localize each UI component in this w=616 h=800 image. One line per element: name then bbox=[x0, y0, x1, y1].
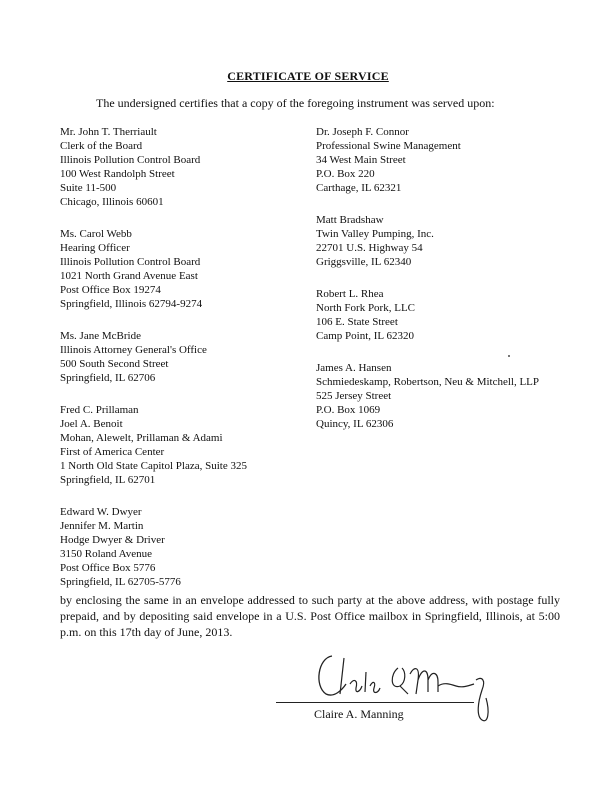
address-line: 22701 U.S. Highway 54 bbox=[316, 242, 423, 254]
address-block bbox=[60, 403, 290, 487]
address-line: Hearing Officer bbox=[60, 242, 130, 254]
address-line: P.O. Box 220 bbox=[316, 168, 375, 180]
address-line: Springfield, IL 62705-5776 bbox=[60, 576, 181, 588]
address-line: Clerk of the Board bbox=[60, 140, 143, 152]
address-block bbox=[316, 125, 556, 195]
address-line: Mohan, Alewelt, Prillaman & Adami bbox=[60, 432, 223, 444]
address-line: Edward W. Dwyer bbox=[60, 506, 142, 518]
address-line: Dr. Joseph F. Connor bbox=[316, 126, 409, 138]
address-line: Ms. Jane McBride bbox=[60, 330, 141, 342]
address-line: Joel A. Benoit bbox=[60, 418, 123, 430]
address-line: Illinois Pollution Control Board bbox=[60, 154, 201, 166]
address-block bbox=[60, 125, 290, 209]
address-line: 500 South Second Street bbox=[60, 358, 169, 370]
address-line: Illinois Pollution Control Board bbox=[60, 256, 201, 268]
address-line: Springfield, IL 62706 bbox=[60, 372, 156, 384]
address-line: Schmiedeskamp, Robertson, Neu & Mitchell, LLP bbox=[316, 376, 540, 388]
address-line: 1 North Old State Capitol Plaza, Suite 325 bbox=[60, 460, 247, 472]
address-line: Mr. John T. Therriault bbox=[60, 126, 157, 138]
address-line: Hodge Dwyer & Driver bbox=[60, 534, 165, 546]
address-block bbox=[60, 227, 290, 311]
address-line: First of America Center bbox=[60, 446, 165, 458]
address-block bbox=[316, 361, 556, 431]
address-line: Carthage, IL 62321 bbox=[316, 182, 402, 194]
address-line: Robert L. Rhea bbox=[316, 288, 384, 300]
address-block bbox=[60, 329, 290, 385]
address-line: Chicago, Illinois 60601 bbox=[60, 196, 164, 208]
intro-sentence: The undersigned certifies that a copy of the foregoing instrument was served upon: bbox=[96, 96, 495, 110]
address-line: 106 E. State Street bbox=[316, 316, 398, 328]
left-address-column bbox=[60, 125, 290, 607]
address-line: Professional Swine Management bbox=[316, 140, 461, 152]
address-line: Griggsville, IL 62340 bbox=[316, 256, 412, 268]
address-line: Matt Bradshaw bbox=[316, 214, 384, 226]
right-address-column bbox=[316, 125, 556, 449]
signature-line bbox=[276, 702, 474, 703]
address-block bbox=[316, 213, 556, 269]
scan-speck bbox=[508, 355, 510, 357]
address-line: 525 Jersey Street bbox=[316, 390, 392, 402]
address-line: 3150 Roland Avenue bbox=[60, 548, 153, 560]
address-line: Camp Point, IL 62320 bbox=[316, 330, 414, 342]
address-line: Post Office Box 19274 bbox=[60, 284, 161, 296]
address-line: Suite 11-500 bbox=[60, 182, 117, 194]
address-block bbox=[60, 505, 290, 589]
address-line: North Fork Pork, LLC bbox=[316, 302, 415, 314]
address-line: Post Office Box 5776 bbox=[60, 562, 156, 574]
closing-paragraph: by enclosing the same in an envelope addressed to such party at the above address, with postage fully prepaid, and by depositing said envelope in a U.S. Post Office mailbox in Springfield, Illinois, at 5:00 p.m. on this 17th day of June, 2013. bbox=[60, 593, 560, 639]
address-line: P.O. Box 1069 bbox=[316, 404, 381, 416]
address-line: Quincy, IL 62306 bbox=[316, 418, 394, 430]
address-line: 1021 North Grand Avenue East bbox=[60, 270, 198, 282]
address-line: Ms. Carol Webb bbox=[60, 228, 132, 240]
address-line: Illinois Attorney General's Office bbox=[60, 344, 207, 356]
address-line: 34 West Main Street bbox=[316, 154, 406, 166]
address-block bbox=[316, 287, 556, 343]
document-title: CERTIFICATE OF SERVICE bbox=[227, 69, 389, 83]
address-line: Springfield, Illinois 62794-9274 bbox=[60, 298, 203, 310]
address-line: James A. Hansen bbox=[316, 362, 392, 374]
address-line: Fred C. Prillaman bbox=[60, 404, 139, 416]
signer-name: Claire A. Manning bbox=[314, 707, 404, 721]
address-line: 100 West Randolph Street bbox=[60, 168, 175, 180]
signature-text bbox=[370, 731, 372, 732]
address-line: Springfield, IL 62701 bbox=[60, 474, 156, 486]
address-line: Twin Valley Pumping, Inc. bbox=[316, 228, 434, 240]
address-line: Jennifer M. Martin bbox=[60, 520, 144, 532]
